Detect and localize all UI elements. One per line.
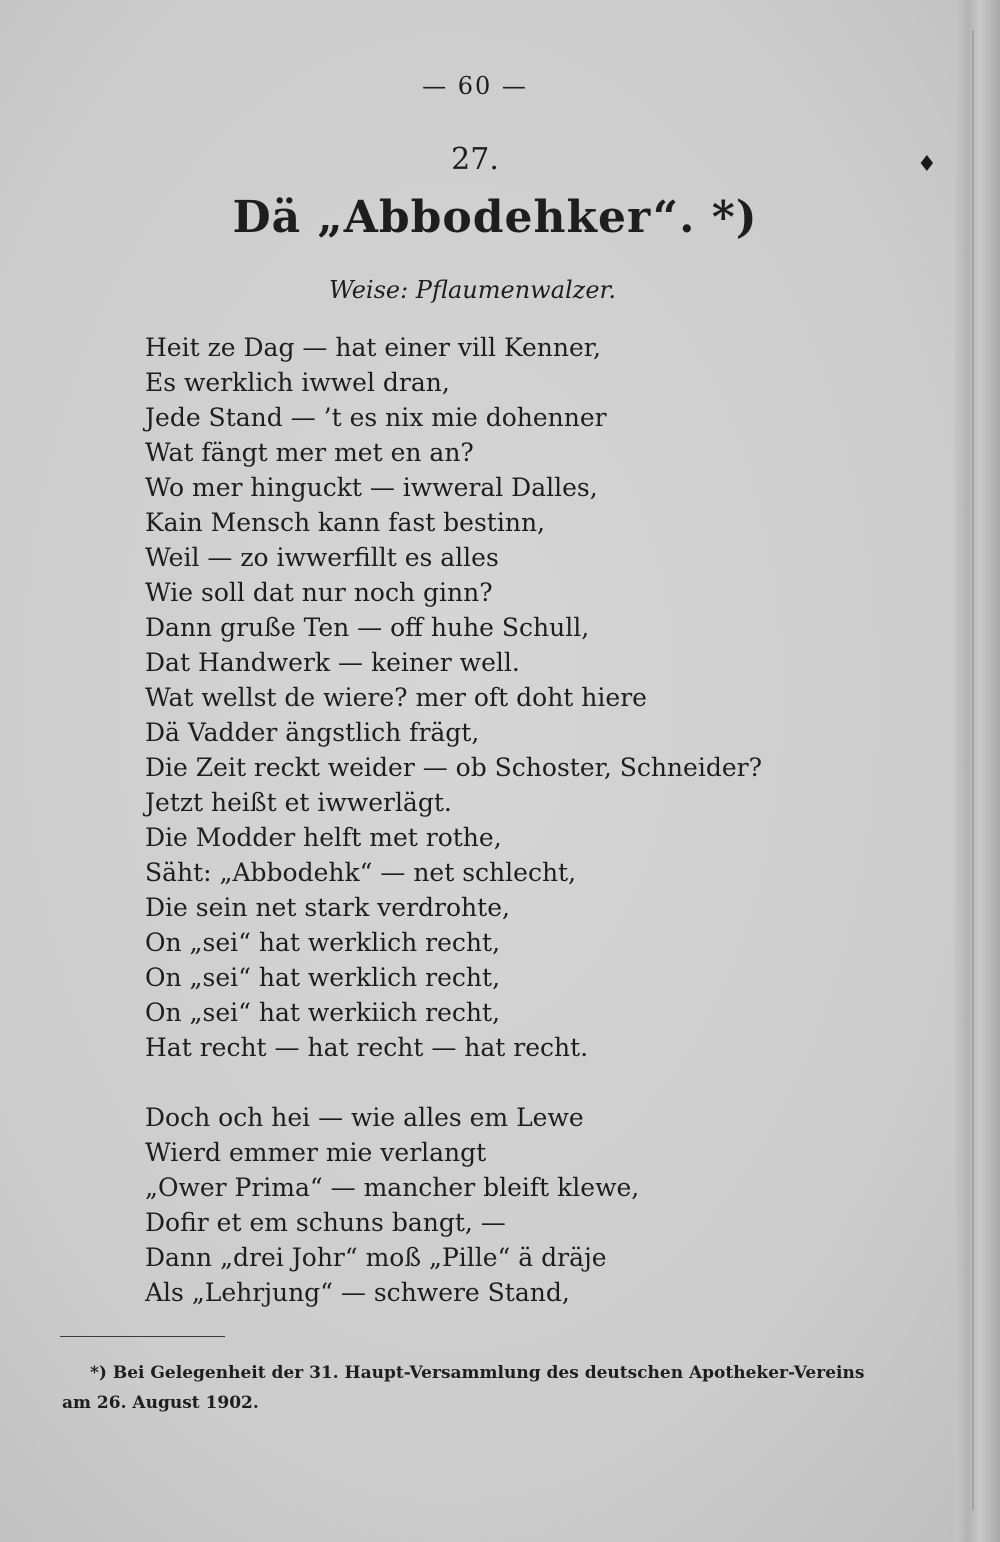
melody-line: Weise: Pflaumenwalzer. xyxy=(328,276,616,304)
verse-line: Weil — zo iwwerfillt es alles xyxy=(145,543,499,572)
verse-line: Wie soll dat nur noch ginn? xyxy=(145,578,493,607)
footnote-rule xyxy=(60,1336,225,1337)
verse-line: On „sei“ hat werklich recht, xyxy=(145,963,501,992)
verse-line: Wierd emmer mie verlangt xyxy=(145,1138,487,1167)
verse-line: Wat wellst de wiere? mer oft doht hiere xyxy=(145,683,647,712)
poem-title: Dä „Abbodehker“. *) xyxy=(232,192,758,243)
ink-mark: ♦ xyxy=(917,152,937,177)
verse-line: Hat recht — hat recht — hat recht. xyxy=(145,1033,589,1062)
page-number: — 60 — xyxy=(422,72,528,100)
poem-number: 27. xyxy=(451,142,499,177)
verse-line: On „sei“ hat werklich recht, xyxy=(145,928,501,957)
footnote xyxy=(62,1358,912,1418)
verse-line: Als „Lehrjung“ — schwere Stand, xyxy=(145,1278,570,1307)
verse-line: Säht: „Abbodehk“ — net schlecht, xyxy=(145,858,577,887)
binding-line xyxy=(972,30,974,1510)
verse-line: Dat Handwerk — keiner well. xyxy=(145,648,520,677)
verse-line: Wat fängt mer met en an? xyxy=(145,438,474,467)
verse-line: Die Zeit reckt weider — ob Schoster, Schneider? xyxy=(145,753,762,782)
verse-line: Dofir et em schuns bangt, — xyxy=(145,1208,506,1237)
verse-line: Dä Vadder ängstlich frägt, xyxy=(145,718,480,747)
verse-line: Heit ze Dag — hat einer vill Kenner, xyxy=(145,333,601,362)
verse-line: Jede Stand — ’t es nix mie dohenner xyxy=(145,403,607,432)
verse-line: Es werklich iwwel dran, xyxy=(145,368,450,397)
verse-line: Dann „drei Johr“ moß „Pille“ ä dräje xyxy=(145,1243,607,1272)
stanza-1 xyxy=(145,330,762,1065)
verse-line: On „sei“ hat werkiich recht, xyxy=(145,998,501,1027)
footnote-line-1: *) Bei Gelegenheit der 31. Haupt-Versammlung des deutschen Apotheker-Vereins xyxy=(90,1363,865,1383)
verse-line: Kain Mensch kann fast bestinn, xyxy=(145,508,545,537)
verse-line: Jetzt heißt et iwwerlägt. xyxy=(145,788,452,817)
stanza-2 xyxy=(145,1100,639,1310)
verse-line: Wo mer hinguckt — iwweral Dalles, xyxy=(145,473,598,502)
verse-line: Doch och hei — wie alles em Lewe xyxy=(145,1103,584,1132)
verse-line: Die Modder helft met rothe, xyxy=(145,823,502,852)
verse-line: Die sein net stark verdrohte, xyxy=(145,893,510,922)
verse-line: „Ower Prima“ — mancher bleift klewe, xyxy=(145,1173,640,1202)
footnote-line-2: am 26. August 1902. xyxy=(62,1393,259,1413)
verse-line: Dann gruße Ten — off huhe Schull, xyxy=(145,613,590,642)
